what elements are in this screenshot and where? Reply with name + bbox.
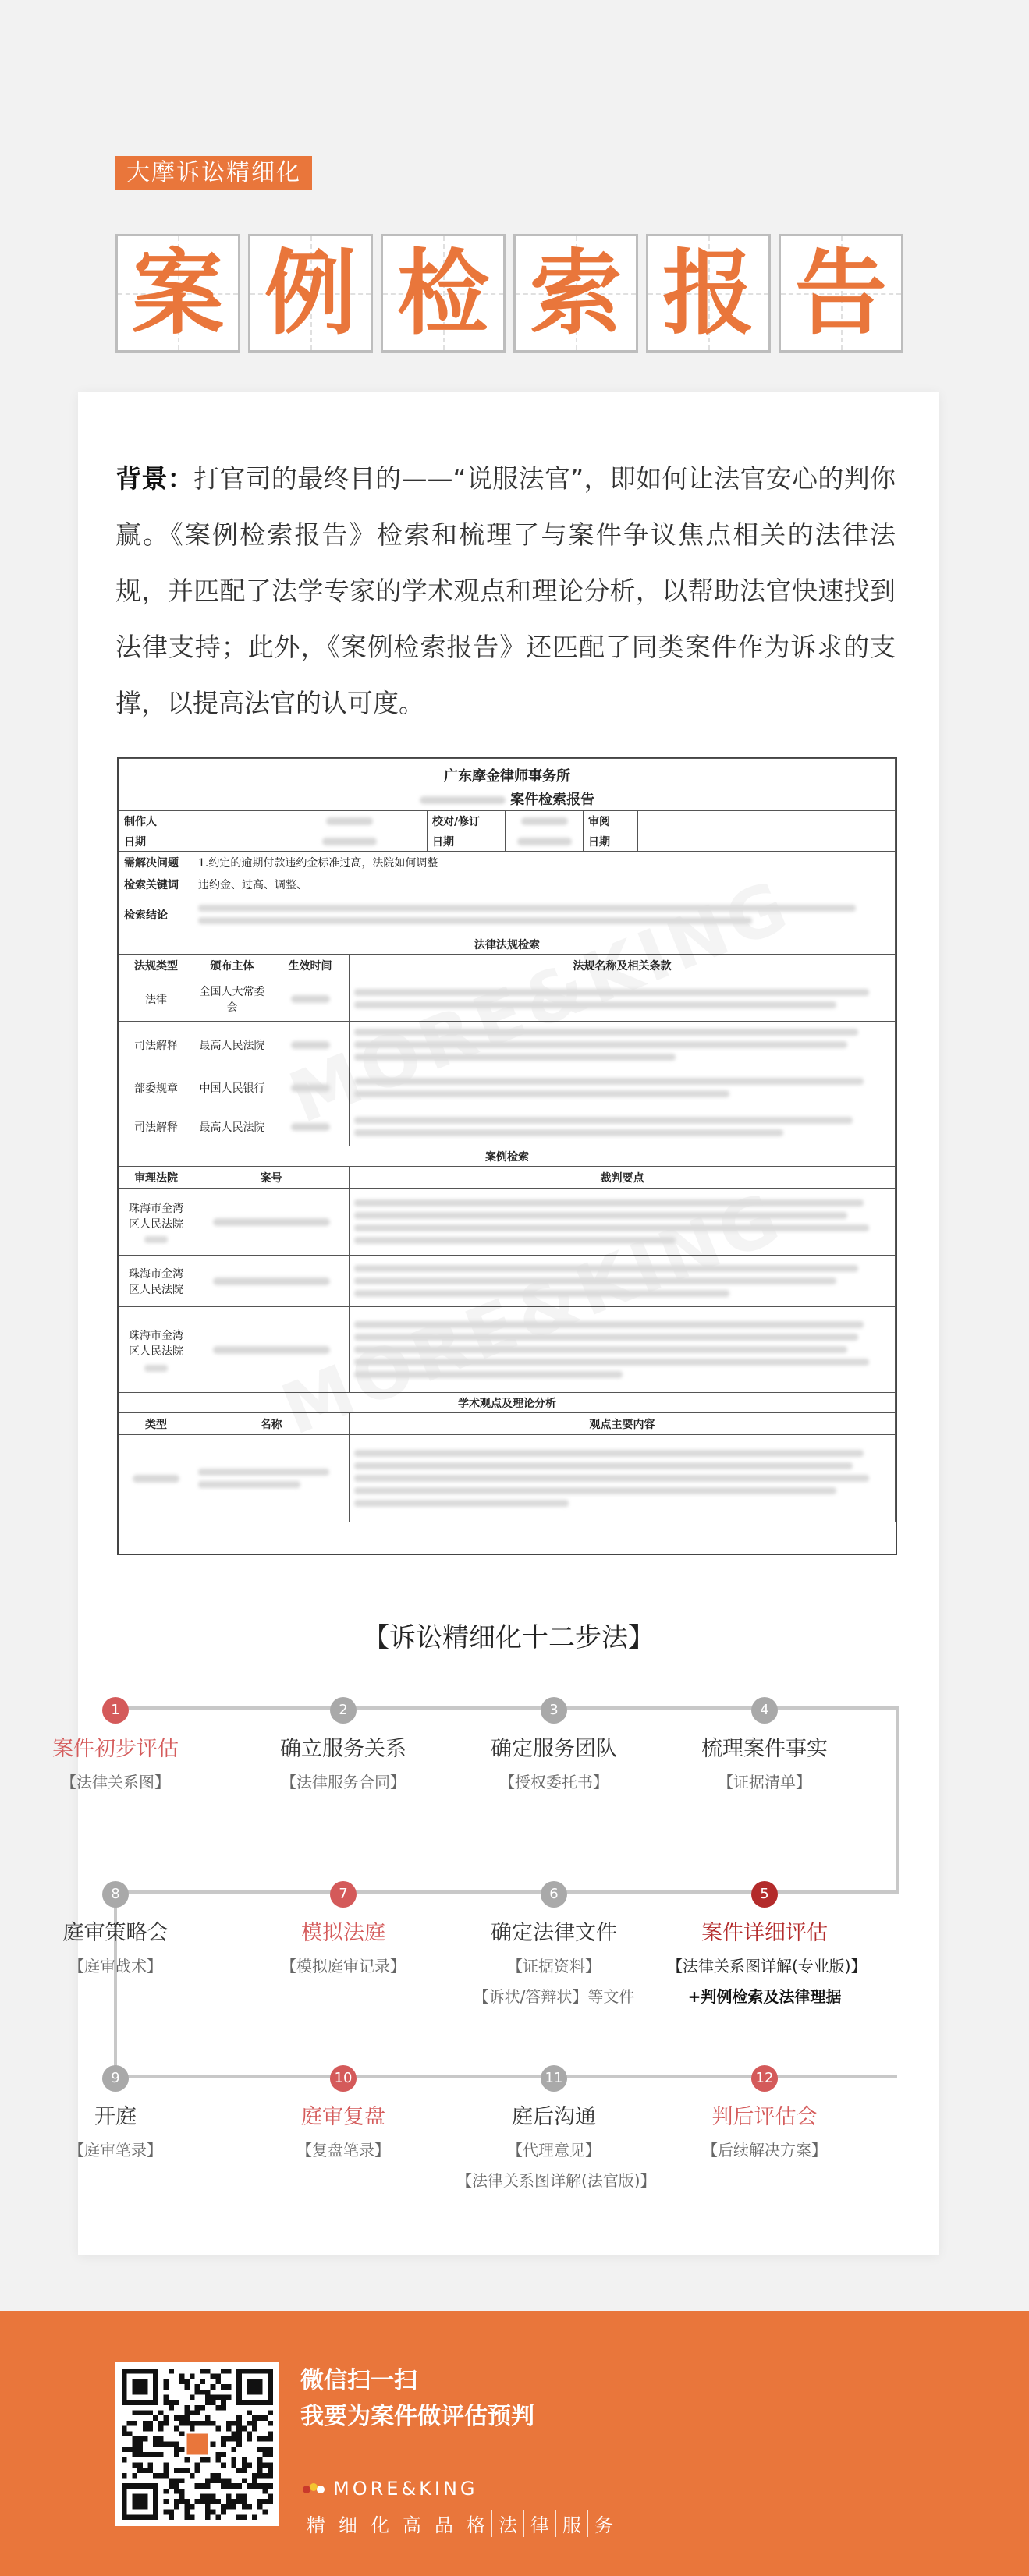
blurred-value: [354, 1371, 623, 1378]
blurred-value: [420, 796, 506, 804]
blurred-value: [354, 1321, 864, 1328]
step-deliverable: 【法律服务合同】: [281, 1773, 406, 1791]
law-header: 法规类型: [119, 955, 193, 976]
step-name: 模拟法庭: [301, 1921, 385, 1945]
blurred-value: [354, 1359, 869, 1366]
background-text: 打官司的最终目的——“说服法官”，即如何让法官安心的判你赢。《案例检索报告》检索和梳理了与案件争议焦点相关的法律法规，并匹配了法学专家的学术观点和理论分析，以帮助法官快速找到法律支持；此外，《案例检索报告》还匹配了同类案件作为诉求的支撑，以提高法官的认可度。: [115, 463, 896, 718]
step-12: [667, 2065, 862, 2160]
title-char: 索: [529, 239, 622, 347]
law-type: 司法解释: [119, 1107, 193, 1146]
step-deliverable: 【诉状/答辩状】等文件: [473, 1987, 635, 2006]
case-content: [350, 1256, 896, 1307]
law-date: [271, 976, 350, 1022]
law-issuer: 最高人民法院: [193, 1022, 271, 1068]
slogan-char: 格: [460, 2510, 491, 2537]
keywords-text: 违约金、过高、调整、: [193, 873, 896, 895]
step-deliverable: 【庭审笔录】: [69, 2141, 162, 2160]
law-date: [271, 1068, 350, 1107]
blurred-value: [291, 1123, 330, 1131]
step-number-badge: 11: [541, 2065, 567, 2092]
step-name: 庭审复盘: [301, 2105, 385, 2129]
step-name: 案件初步评估: [52, 1737, 179, 1761]
title-char-box: [381, 234, 506, 353]
step-name: 庭后沟通: [512, 2105, 596, 2129]
issue-label: 需解决问题: [119, 852, 193, 873]
table-row: [119, 1307, 896, 1393]
slogan-char: 细: [332, 2510, 364, 2537]
step-number-badge: 3: [541, 1697, 567, 1724]
blurred-value: [354, 1462, 853, 1469]
step-name: 确定服务团队: [491, 1737, 617, 1761]
step-10: [246, 2065, 441, 2160]
review-value: [506, 811, 584, 831]
step-8: [18, 1881, 213, 1976]
blurred-value: [213, 1218, 330, 1226]
blurred-value: [354, 1054, 676, 1061]
step-9: [18, 2065, 213, 2160]
law-content: [350, 1107, 896, 1146]
step-deliverable: 【代理意见】: [507, 2141, 601, 2160]
blurred-value: [354, 1237, 676, 1244]
table-row: [119, 976, 896, 1022]
steps-diagram: [52, 1686, 939, 2248]
series-tag: 大摩诉讼精细化: [115, 156, 312, 190]
step-number-badge: 6: [541, 1881, 567, 1908]
blurred-value: [354, 1334, 858, 1341]
blurred-value: [354, 1001, 836, 1008]
table-row: [119, 1256, 896, 1307]
case-court: [119, 1189, 193, 1256]
case-court-text: 珠海市金湾区人民法院: [129, 1267, 183, 1296]
content-card: [52, 392, 939, 2255]
case-number: [193, 1307, 350, 1393]
blurred-value: [354, 1475, 869, 1482]
step-deliverable: 【证据清单】: [718, 1773, 811, 1791]
date-value: [506, 831, 584, 852]
footer-cta-text: 我要为案件做评估预判: [300, 2403, 534, 2430]
brand-logo-icon: [300, 2482, 327, 2496]
slogan-char: 品: [428, 2510, 460, 2537]
step-number-badge: 9: [102, 2065, 129, 2092]
step-deliverable: 【法律关系图】: [61, 1773, 170, 1791]
blurred-value: [198, 1469, 329, 1476]
step-number-badge: 8: [102, 1881, 129, 1908]
step-number-badge: 5: [751, 1881, 778, 1908]
case-header: 裁判要点: [350, 1167, 896, 1189]
step-name: 确定法律文件: [491, 1921, 617, 1945]
step-3: [456, 1697, 651, 1792]
law-date: [271, 1022, 350, 1068]
slogan-char: 高: [396, 2510, 428, 2537]
step-7: [246, 1881, 441, 1976]
slogan-char: 服: [555, 2510, 587, 2537]
title-char-box: [779, 234, 903, 353]
slogan-char: 法: [491, 2510, 523, 2537]
audit-label: 审阅: [584, 811, 638, 831]
blurred-value: [144, 1236, 168, 1243]
step-name: 庭审策略会: [62, 1921, 169, 1945]
report-sample: [117, 757, 897, 1555]
step-deliverable: 【模拟庭审记录】: [281, 1957, 406, 1975]
blurred-value: [354, 1078, 864, 1085]
step-deliverable: +判例检索及法律理据: [687, 1987, 842, 2006]
keywords-label: 检索关键词: [119, 873, 193, 895]
blurred-value: [354, 1129, 783, 1136]
step-deliverable: 【后续解决方案】: [702, 2141, 827, 2160]
case-number: [193, 1256, 350, 1307]
case-section-title: 案例检索: [119, 1146, 896, 1167]
footer-banner: [0, 2311, 1029, 2576]
blurred-value: [322, 838, 377, 845]
step-number-badge: 7: [330, 1881, 357, 1908]
case-header: 审理法院: [119, 1167, 193, 1189]
slogan-char: 律: [523, 2510, 555, 2537]
footer-scan-text: 微信扫一扫: [300, 2367, 417, 2394]
date-label: 日期: [119, 831, 271, 852]
blurred-value: [213, 1346, 330, 1354]
case-court: [119, 1307, 193, 1393]
step-name: 梳理案件事实: [701, 1737, 828, 1761]
title-char-box: [248, 234, 373, 353]
report-table: [119, 758, 896, 1522]
law-header: 法规名称及相关条款: [350, 955, 896, 976]
blurred-value: [354, 1212, 847, 1219]
brand-logo: [300, 2478, 478, 2500]
law-header: 生效时间: [271, 955, 350, 976]
blurred-value: [354, 1117, 853, 1124]
step-4: [667, 1697, 862, 1792]
background-label: 背景：: [115, 463, 193, 494]
law-header: 颁布主体: [193, 955, 271, 976]
title-char-box: [513, 234, 638, 353]
case-content: [350, 1189, 896, 1256]
step-name: 判后评估会: [711, 2105, 818, 2129]
blurred-value: [354, 1290, 729, 1297]
blurred-value: [354, 1346, 847, 1353]
qr-code-image: [122, 2369, 273, 2520]
step-name: 案件详细评估: [701, 1921, 828, 1945]
step-deliverable: 【庭审战术】: [69, 1957, 162, 1975]
title-char-box: [646, 234, 771, 353]
blurred-value: [354, 1487, 836, 1494]
title-char: 例: [264, 239, 357, 347]
law-issuer: 中国人民银行: [193, 1068, 271, 1107]
law-issuer: 全国人大常委会: [193, 976, 271, 1022]
law-section-title: 法律法规检索: [119, 934, 896, 955]
qr-code[interactable]: [115, 2362, 279, 2526]
blurred-value: [198, 1481, 300, 1488]
blurred-value: [354, 1090, 729, 1097]
blurred-value: [291, 1041, 330, 1049]
blurred-value: [354, 1199, 864, 1207]
audit-value: [638, 811, 896, 831]
conclusion-value: [193, 895, 896, 934]
law-date: [271, 1107, 350, 1146]
page-title: [115, 234, 903, 353]
law-content: [350, 1068, 896, 1107]
step-name: 确立服务关系: [280, 1737, 406, 1761]
blurred-value: [354, 1450, 864, 1457]
case-court: [119, 1256, 193, 1307]
step-deliverable: 【授权委托书】: [499, 1773, 609, 1791]
academic-name: [193, 1435, 350, 1522]
law-content: [350, 1022, 896, 1068]
blurred-value: [144, 1365, 168, 1372]
maker-label: 制作人: [119, 811, 271, 831]
title-char: 检: [396, 239, 489, 347]
blurred-value: [521, 817, 568, 825]
case-header: 案号: [193, 1167, 350, 1189]
blurred-value: [354, 1500, 569, 1507]
case-court-text: 珠海市金湾区人民法院: [129, 1330, 183, 1358]
step-number-badge: 12: [751, 2065, 778, 2092]
step-11: [456, 2065, 656, 2191]
step-deliverable: 【证据资料】: [507, 1957, 601, 1975]
report-name-text: 案件检索报告: [510, 792, 595, 808]
step-deliverable: 【法律关系图详解(法官版)】: [456, 2171, 656, 2190]
report-name: [119, 787, 896, 811]
report-firm: 广东摩金律师事务所: [119, 759, 896, 788]
law-type: 法律: [119, 976, 193, 1022]
table-row: [119, 1435, 896, 1522]
title-char-box: [115, 234, 240, 353]
academic-header: 观点主要内容: [350, 1413, 896, 1435]
step-2: [246, 1697, 441, 1792]
step-5: [667, 1881, 867, 2007]
blurred-value: [291, 1084, 330, 1092]
blurred-value: [213, 1277, 330, 1285]
title-char: 告: [794, 239, 887, 347]
slogan-char: 化: [364, 2510, 396, 2537]
review-label: 校对/修订: [428, 811, 506, 831]
background-paragraph: [115, 451, 896, 732]
academic-content: [350, 1435, 896, 1522]
step-name: 开庭: [94, 2105, 137, 2129]
blurred-value: [354, 1265, 858, 1272]
step-number-badge: 4: [751, 1697, 778, 1724]
date-value: [271, 831, 428, 852]
case-number: [193, 1189, 350, 1256]
step-number-badge: 2: [330, 1697, 357, 1724]
step-deliverable: 【复盘笔录】: [296, 2141, 390, 2160]
footer-slogan: [300, 2510, 619, 2537]
table-row: [119, 1068, 896, 1107]
law-content: [350, 976, 896, 1022]
date-value: [638, 831, 896, 852]
blurred-value: [354, 1224, 869, 1231]
academic-type: [119, 1435, 193, 1522]
brand-name: MORE&KING: [333, 2478, 478, 2500]
date-label: 日期: [428, 831, 506, 852]
blurred-value: [326, 817, 373, 825]
blurred-value: [354, 1041, 847, 1048]
academic-section-title: 学术观点及理论分析: [119, 1393, 896, 1413]
title-char: 案: [131, 239, 224, 347]
table-row: [119, 1022, 896, 1068]
blurred-value: [354, 1029, 858, 1036]
academic-header: 类型: [119, 1413, 193, 1435]
law-type: 司法解释: [119, 1022, 193, 1068]
issue-text: 1.约定的逾期付款违约金标准过高，法院如何调整: [193, 852, 896, 873]
table-row: [119, 1189, 896, 1256]
law-issuer: 最高人民法院: [193, 1107, 271, 1146]
case-court-text: 珠海市金湾区人民法院: [129, 1203, 183, 1231]
law-type: 部委规章: [119, 1068, 193, 1107]
slogan-char: 务: [587, 2510, 619, 2537]
maker-value: [271, 811, 428, 831]
academic-header: 名称: [193, 1413, 350, 1435]
table-row: [119, 1107, 896, 1146]
steps-title: 【诉讼精细化十二步法】: [363, 1622, 655, 1653]
blurred-value: [198, 905, 856, 912]
blurred-value: [354, 1277, 836, 1284]
step-deliverable: 【法律关系图详解(专业版)】: [667, 1957, 867, 1975]
step-1: [18, 1697, 213, 1792]
blurred-value: [354, 989, 869, 996]
step-6: [456, 1881, 651, 2007]
case-content: [350, 1307, 896, 1393]
blurred-value: [517, 838, 572, 845]
step-number-badge: 1: [102, 1697, 129, 1724]
blurred-value: [291, 995, 330, 1003]
step-number-badge: 10: [330, 2065, 357, 2092]
blurred-value: [198, 917, 752, 924]
date-label: 日期: [584, 831, 638, 852]
title-char: 报: [662, 239, 754, 347]
blurred-value: [133, 1475, 179, 1483]
slogan-char: 精: [307, 2514, 325, 2536]
conclusion-label: 检索结论: [119, 895, 193, 934]
